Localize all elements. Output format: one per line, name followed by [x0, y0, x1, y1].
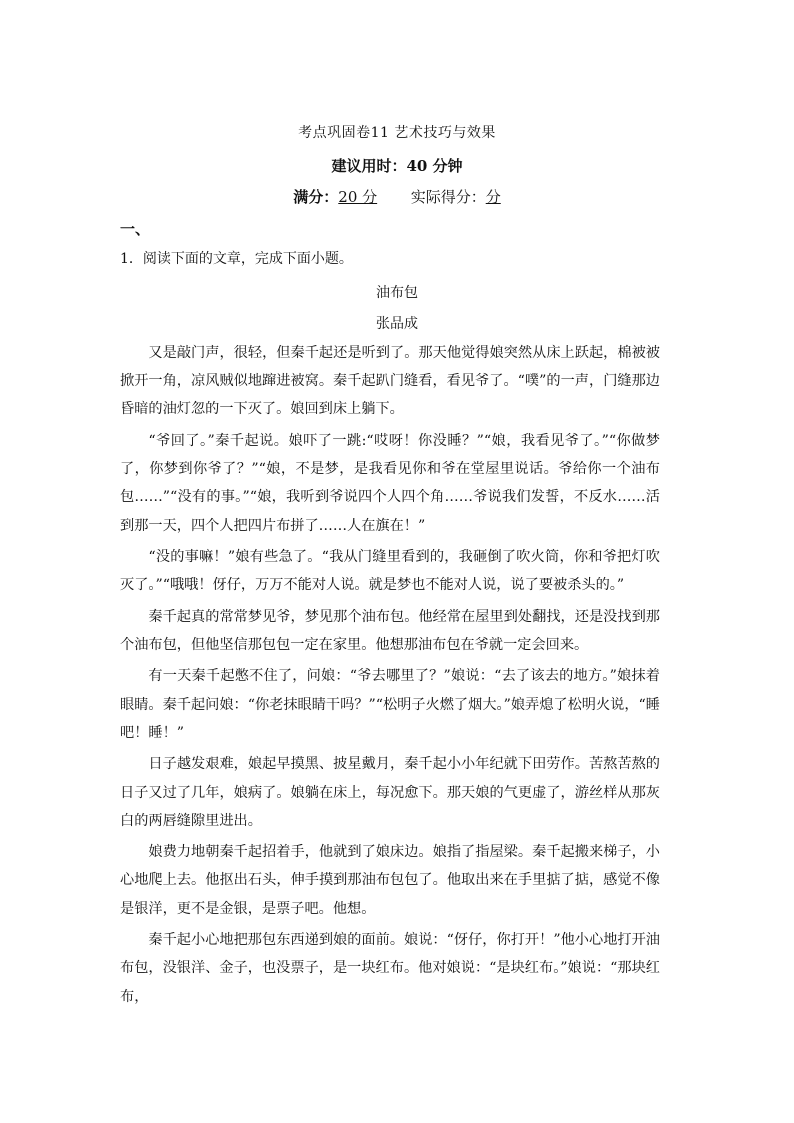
article-title: 油布包	[376, 285, 418, 301]
article-author: 张品成	[376, 316, 418, 332]
paragraph: “没的事嘛！”娘有些急了。“我从门缝里看到的，我砸倒了吹火筒，你和爷把灯吹灭了。”“哦哦！伢仔，万万不能对人说。就是梦也不能对人说，说了要被杀头的。”	[120, 549, 660, 594]
section-number: 一、	[120, 220, 151, 238]
paragraph: 秦千起真的常常梦见爷，梦见那个油布包。他经常在屋里到处翻找，还是没找到那个油布包，但他坚信那包包一定在家里。他想那油布包在爷就一定会回来。	[120, 608, 660, 653]
exam-title: 考点巩固卷11 艺术技巧与效果	[298, 125, 496, 141]
full-score-value: 20 分	[338, 188, 378, 206]
paragraph: 娘费力地朝秦千起招着手，他就到了娘床边。娘指了指屋梁。秦千起搬来梯子，小心地爬上去。他抠出石头，伸手摸到那油布包包了。他取出来在手里掂了掂，感觉不像是银洋，更不是金银，是票子吧。他想。	[120, 844, 660, 917]
paragraph: “爷回了。”秦千起说。娘吓了一跳:“哎呀！你没睡？”“娘，我看见爷了。”“你做梦了，你梦到你爷了？”“娘，不是梦，是我看见你和爷在堂屋里说话。爷给你一个油布包……”“没有的事。”“娘，我听到爷说四个人四个角……爷说我们发誓，不反水……活到那一天，四个人把四片布拼了……人在旗在！”	[120, 432, 660, 534]
article-body	[120, 339, 660, 1014]
paragraph: 有一天秦千起憋不住了，问娘：“爷去哪里了？”娘说：“去了该去的地方。”娘抹着眼睛。秦千起问娘：“你老抹眼睛干吗？”“松明子火燃了烟大。”娘弄熄了松明火说，“睡吧！睡！”	[120, 668, 660, 741]
score-line	[0, 186, 794, 207]
suggested-time: 建议用时：40 分钟	[331, 157, 463, 175]
actual-score-value: 分	[485, 188, 501, 206]
paragraph: 日子越发艰难，娘起早摸黑、披星戴月，秦千起小小年纪就下田劳作。苦熬苦熬的日子又过了几年，娘病了。娘躺在床上，每况愈下。那天娘的气更虚了，游丝样从那灰白的两唇缝隙里进出。	[120, 756, 660, 829]
paragraph: 又是敲门声，很轻，但秦千起还是听到了。那天他觉得娘突然从床上跃起，棉被被掀开一角，凉风贼似地蹿进被窝。秦千起趴门缝看，看见爷了。“噗”的一声，门缝那边昏暗的油灯忽的一下灭了。娘回到床上躺下。	[120, 345, 660, 418]
question-prompt: 1．阅读下面的文章，完成下面小题。	[120, 251, 353, 267]
full-score-label: 满分：	[293, 188, 339, 206]
actual-score-label: 实际得分：	[410, 188, 486, 206]
paragraph: 秦千起小心地把那包东西递到娘的面前。娘说：“伢仔，你打开！”他小心地打开油布包，没银洋、金子，也没票子，是一块红布。他对娘说：“是块红布。”娘说：“那块红布，	[120, 932, 660, 1005]
